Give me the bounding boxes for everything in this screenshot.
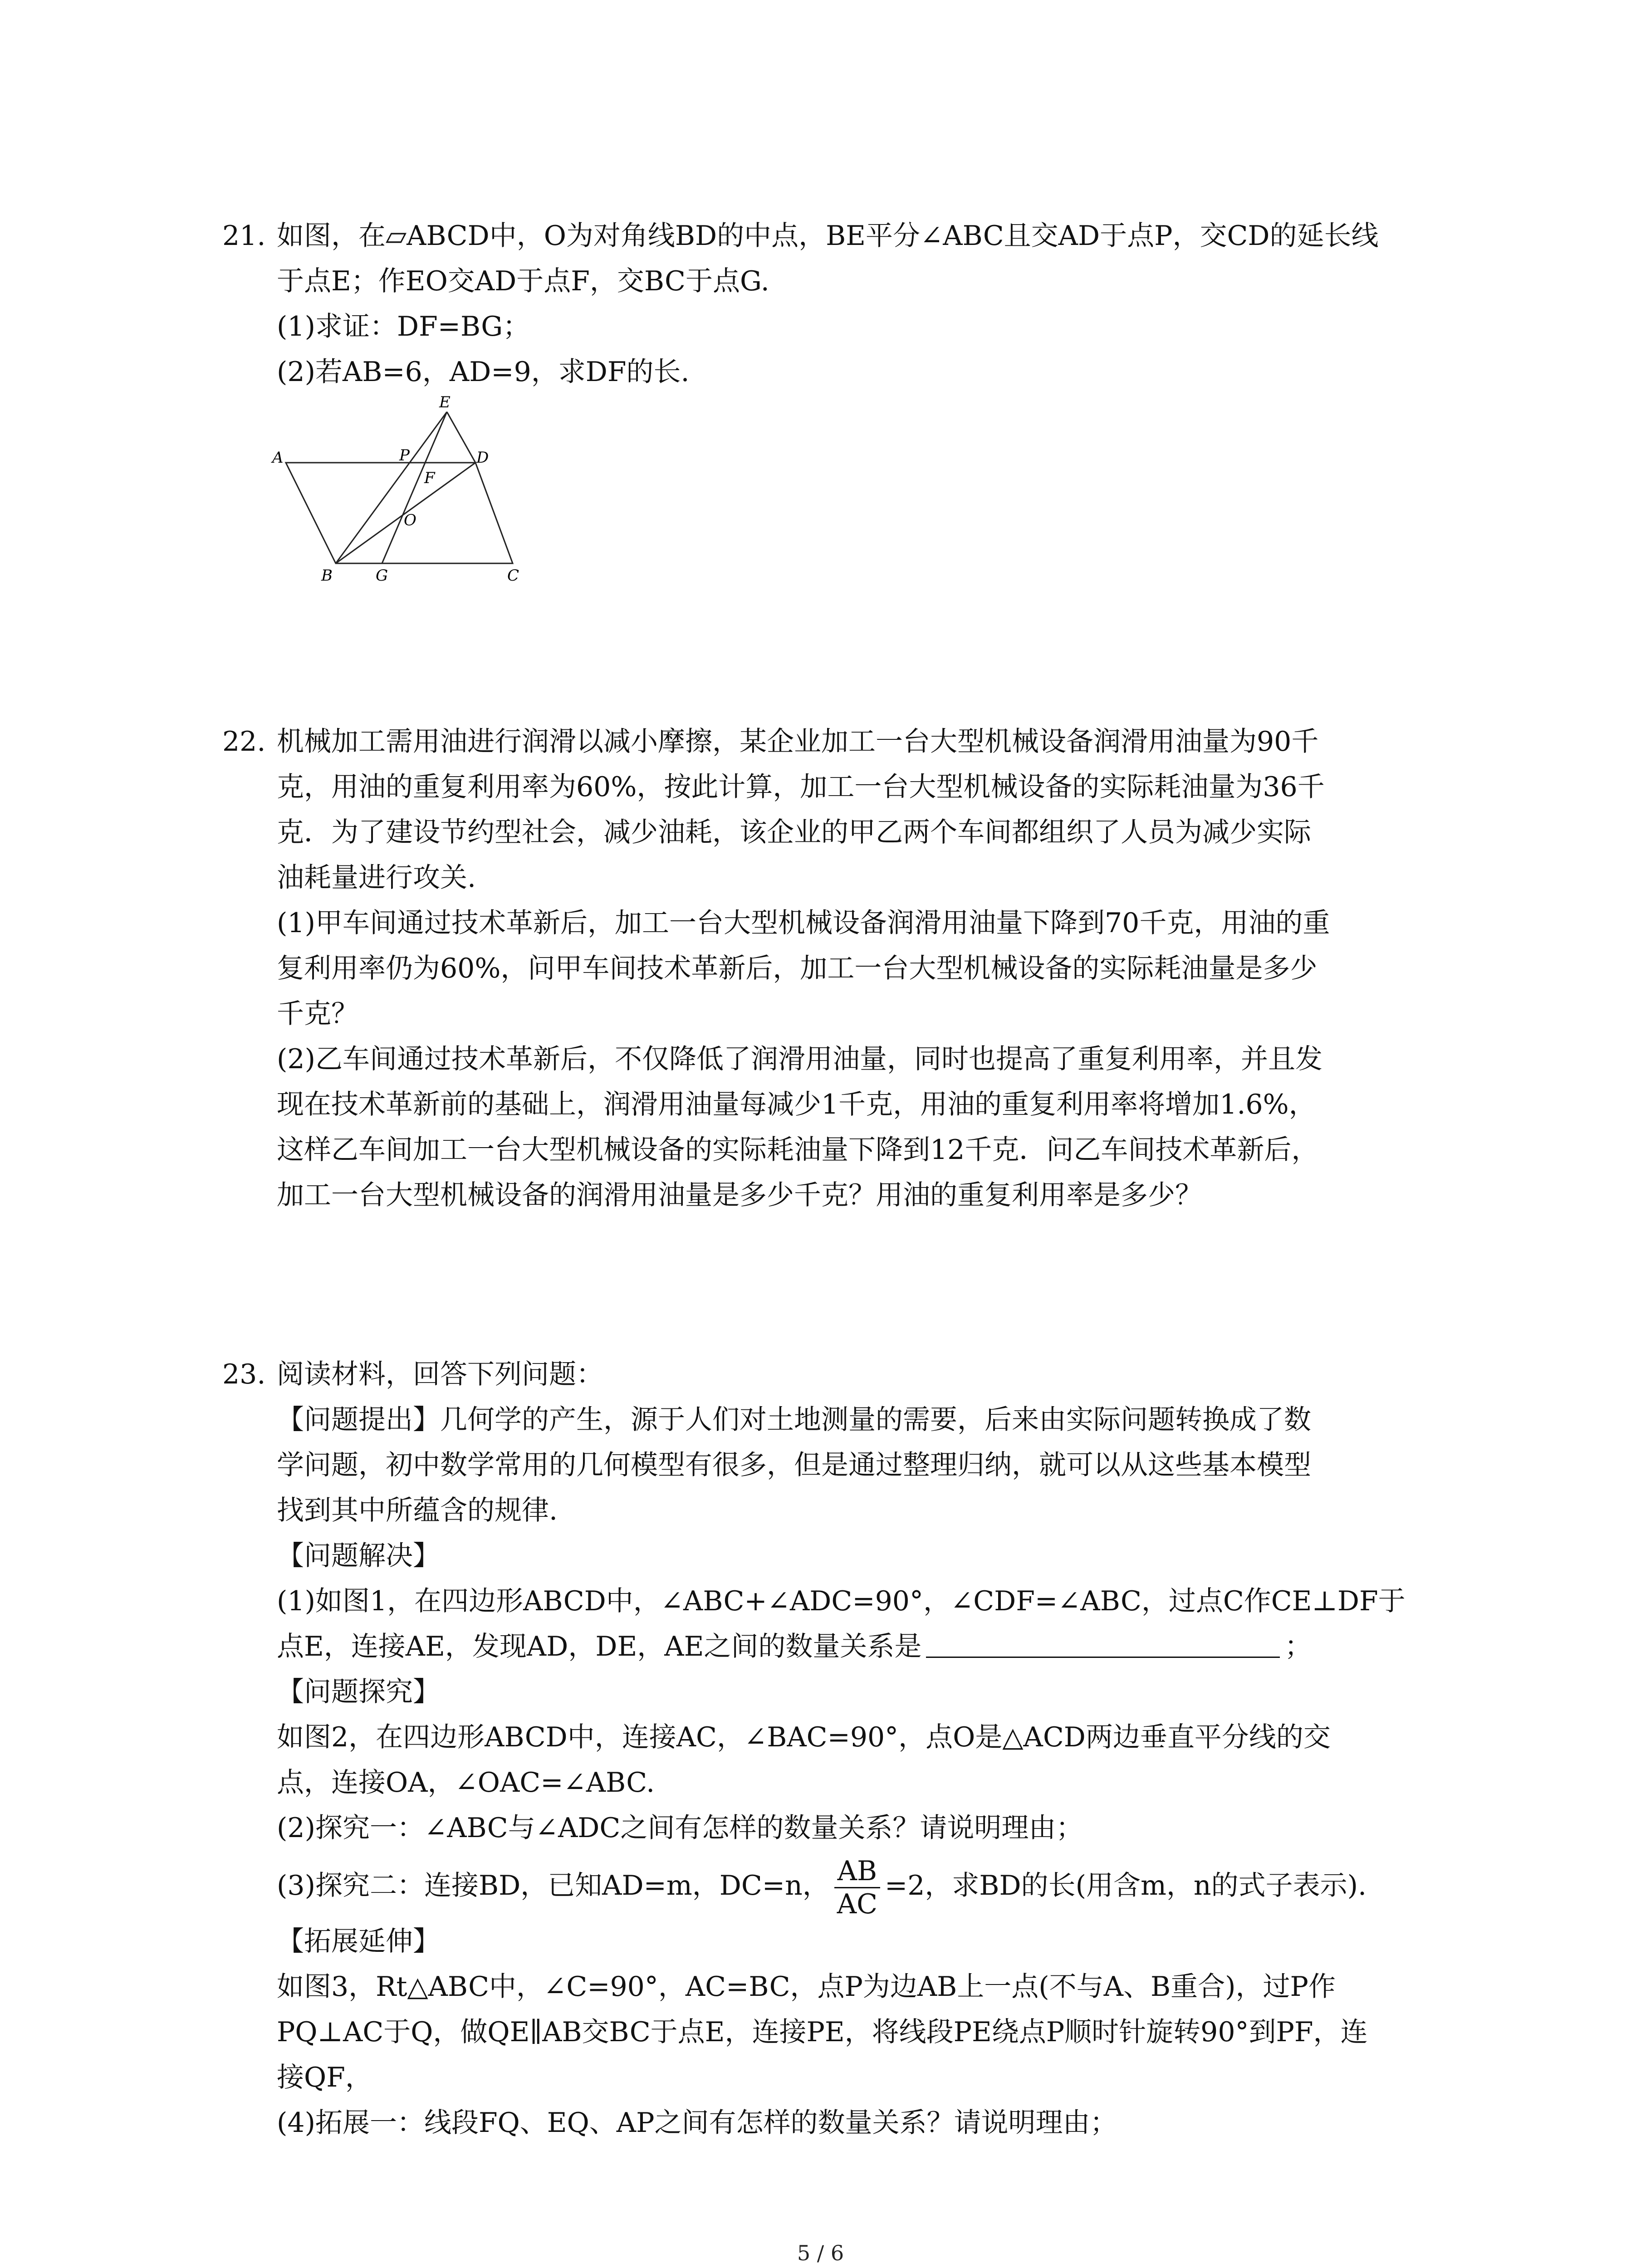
fraction-denominator: AC xyxy=(837,1888,877,1920)
q21-text: (1)求证：DF=BG； xyxy=(277,311,530,342)
q23-text: 如图2，在四边形ABCD中，连接AC，∠BAC=90°，点O是△ACD两边垂直平分线的交 xyxy=(277,1721,1331,1753)
fraction xyxy=(834,1855,880,1920)
q23-text: 【问题提出】几何学的产生，源于人们对土地测量的需要，后来由实际问题转换成了数 xyxy=(277,1404,1311,1436)
q23-text: ； xyxy=(1284,1631,1312,1662)
q22-text: (2)乙车间通过技术革新后，不仅降低了润滑用油量，同时也提高了重复利用率，并且发 xyxy=(277,1043,1323,1075)
q23-text: 点E，连接AE，发现AD，DE，AE之间的数量关系是 xyxy=(277,1631,922,1662)
q22-text: 这样乙车间加工一台大型机械设备的实际耗油量下降到12千克．问乙车间技术革新后， xyxy=(277,1134,1319,1166)
q21-text: 如图，在▱ABCD中，O为对角线BD的中点，BE平分∠ABC且交AD于点P，交CD的延长线 xyxy=(277,220,1379,252)
q22-text: (1)甲车间通过技术革新后，加工一台大型机械设备润滑用油量下降到70千克，用油的重 xyxy=(277,907,1330,939)
q23-text: PQ⊥AC于Q，做QE∥AB交BC于点E，连接PE，将线段PE绕点P顺时针旋转90°到PF，连 xyxy=(277,2016,1368,2048)
fraction-numerator: AB xyxy=(834,1855,880,1888)
q23-text: (2)探究一：∠ABC与∠ADC之间有怎样的数量关系？请说明理由； xyxy=(277,1812,1083,1844)
q23-text: 【问题探究】 xyxy=(277,1676,440,1708)
q21-text: 于点E；作EO交AD于点F，交BC于点G. xyxy=(277,265,769,297)
answer-blank[interactable] xyxy=(926,1628,1280,1658)
q23-text: 阅读材料，回答下列问题： xyxy=(277,1359,603,1390)
q23-text: 接QF， xyxy=(277,2062,372,2093)
q23-text: (4)拓展一：线段FQ、EQ、AP之间有怎样的数量关系？请说明理由； xyxy=(277,2107,1117,2139)
label-a: A xyxy=(272,449,284,467)
q22-text: 现在技术革新前的基础上，润滑用油量每减少1千克，用油的重复利用率将增加1.6%， xyxy=(277,1089,1316,1120)
q23-text: 点，连接OA，∠OAC=∠ABC. xyxy=(277,1767,655,1799)
page-number: 5 / 6 xyxy=(797,2241,844,2265)
label-o: O xyxy=(404,511,416,529)
q22-text: 机械加工需用油进行润滑以减小摩擦，某企业加工一台大型机械设备润滑用油量为90千 xyxy=(277,726,1319,758)
q23-text: 【拓展延伸】 xyxy=(277,1926,440,1957)
label-f: F xyxy=(424,469,435,487)
q22-number: 22. xyxy=(222,726,266,758)
q23-text: 【问题解决】 xyxy=(277,1540,440,1572)
label-c: C xyxy=(507,567,519,585)
q23-text: (3)探究二：连接BD，已知AD=m，DC=n， xyxy=(277,1870,830,1902)
label-p: P xyxy=(399,446,410,464)
q22-text: 复利用率仍为60%，问甲车间技术革新后，加工一台大型机械设备的实际耗油量是多少 xyxy=(277,953,1318,984)
q22-text: 油耗量进行攻关. xyxy=(277,862,476,894)
label-b: B xyxy=(321,567,333,585)
q21-figure xyxy=(268,390,540,599)
q23-text: 如图3，Rt△ABC中，∠C=90°，AC=BC，点P为边AB上一点(不与A、B重合)，过P作 xyxy=(277,1971,1336,2003)
q22-text: 克，用油的重复利用率为60%，按此计算，加工一台大型机械设备的实际耗油量为36千 xyxy=(277,771,1325,803)
q22-text: 加工一台大型机械设备的润滑用油量是多少千克？用油的重复利用率是多少？ xyxy=(277,1179,1202,1211)
label-e: E xyxy=(439,393,451,411)
q23-text: 学问题，初中数学常用的几何模型有很多，但是通过整理归纳，就可以从这些基本模型 xyxy=(277,1449,1311,1481)
q22-text: 千克？ xyxy=(277,998,358,1030)
q22-text: 克．为了建设节约型社会，减少油耗，该企业的甲乙两个车间都组织了人员为减少实际 xyxy=(277,816,1311,848)
q23-number: 23. xyxy=(222,1359,266,1390)
label-g: G xyxy=(376,567,388,585)
q21-number: 21. xyxy=(222,220,266,252)
q21-text: (2)若AB=6，AD=9，求DF的长. xyxy=(277,356,690,388)
q23-text: 找到其中所蕴含的规律. xyxy=(277,1495,558,1526)
label-d: D xyxy=(476,449,489,467)
q23-text: =2，求BD的长(用含m，n的式子表示). xyxy=(884,1870,1367,1902)
q23-text: (1)如图1，在四边形ABCD中，∠ABC+∠ADC=90°，∠CDF=∠ABC，过点C作CE⊥DF于 xyxy=(277,1585,1406,1617)
